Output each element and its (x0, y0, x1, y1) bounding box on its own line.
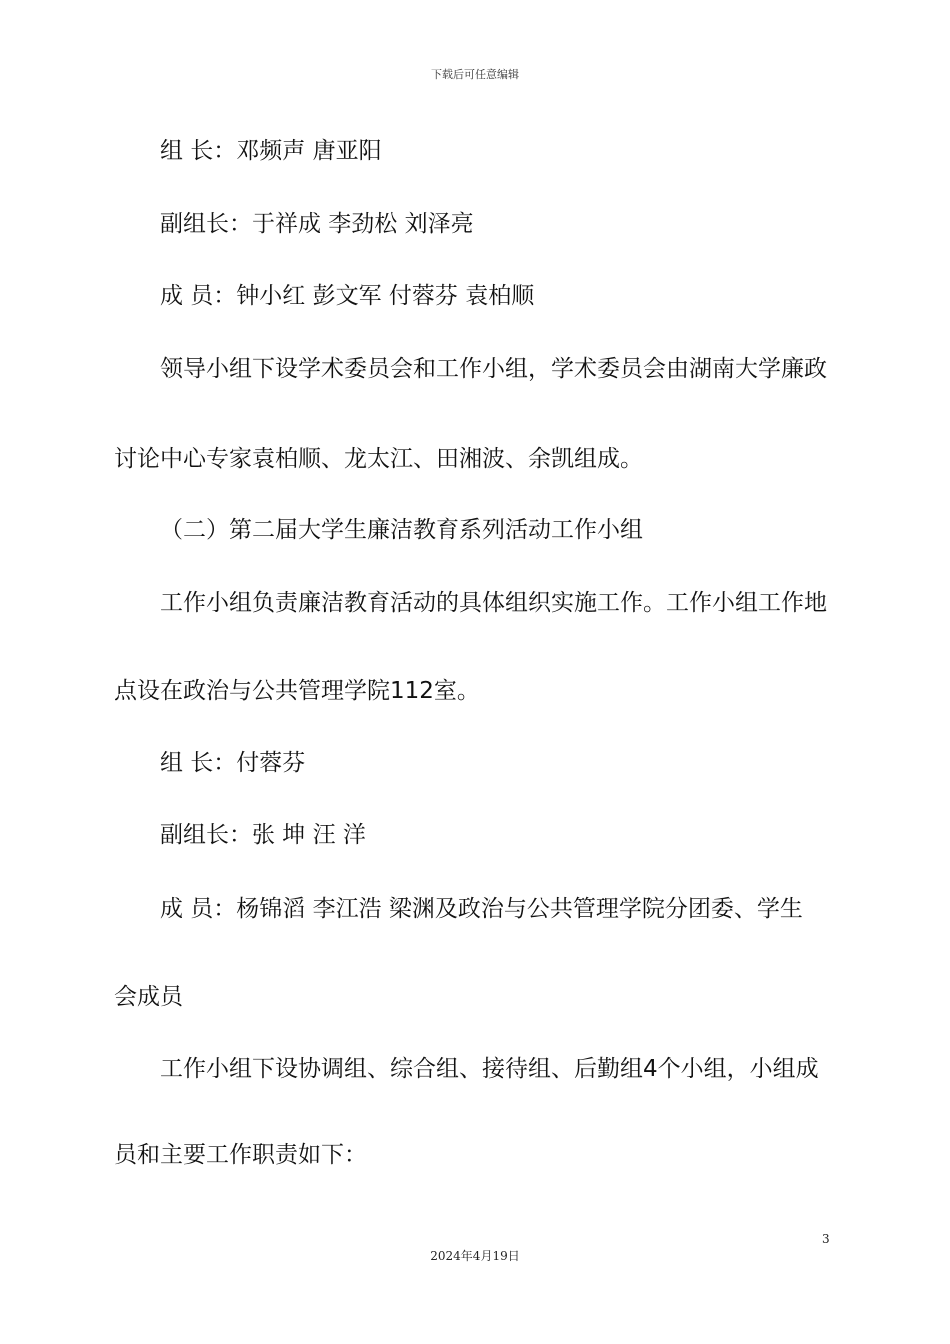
group-members-line-1: 成 员：杨锦滔 李江浩 梁渊及政治与公共管理学院分团委、学生 (160, 896, 803, 922)
paragraph-subgroups-line-2: 员和主要工作职责如下： (114, 1142, 367, 1168)
footer-date: 2024年4月19日 (430, 1249, 520, 1263)
page-header: 下载后可任意编辑 (431, 68, 519, 81)
section-heading: （二）第二届大学生廉洁教育系列活动工作小组 (160, 517, 643, 543)
members-line: 成 员：钟小红 彭文军 付蓉芬 袁柏顺 (160, 283, 535, 309)
paragraph-academic-committee-line-2: 讨论中心专家袁柏顺、龙太江、田湘波、余凯组成。 (114, 446, 643, 472)
deputy-leader-line: 副组长：于祥成 李劲松 刘泽亮 (160, 211, 474, 237)
paragraph-academic-committee-line-1: 领导小组下设学术委员会和工作小组，学术委员会由湖南大学廉政 (160, 356, 827, 382)
group-deputy-leader-line: 副组长：张 坤 汪 洋 (160, 822, 366, 848)
paragraph-working-group-line-2: 点设在政治与公共管理学院112室。 (114, 678, 480, 704)
leader-line: 组 长：邓频声 唐亚阳 (160, 138, 382, 164)
page-number: 3 (822, 1232, 830, 1246)
group-leader-line: 组 长：付蓉芬 (160, 750, 306, 776)
paragraph-working-group-line-1: 工作小组负责廉洁教育活动的具体组织实施工作。工作小组工作地 (160, 590, 827, 616)
paragraph-subgroups-line-1: 工作小组下设协调组、综合组、接待组、后勤组4个小组，小组成 (160, 1056, 819, 1082)
group-members-line-2: 会成员 (114, 984, 183, 1010)
